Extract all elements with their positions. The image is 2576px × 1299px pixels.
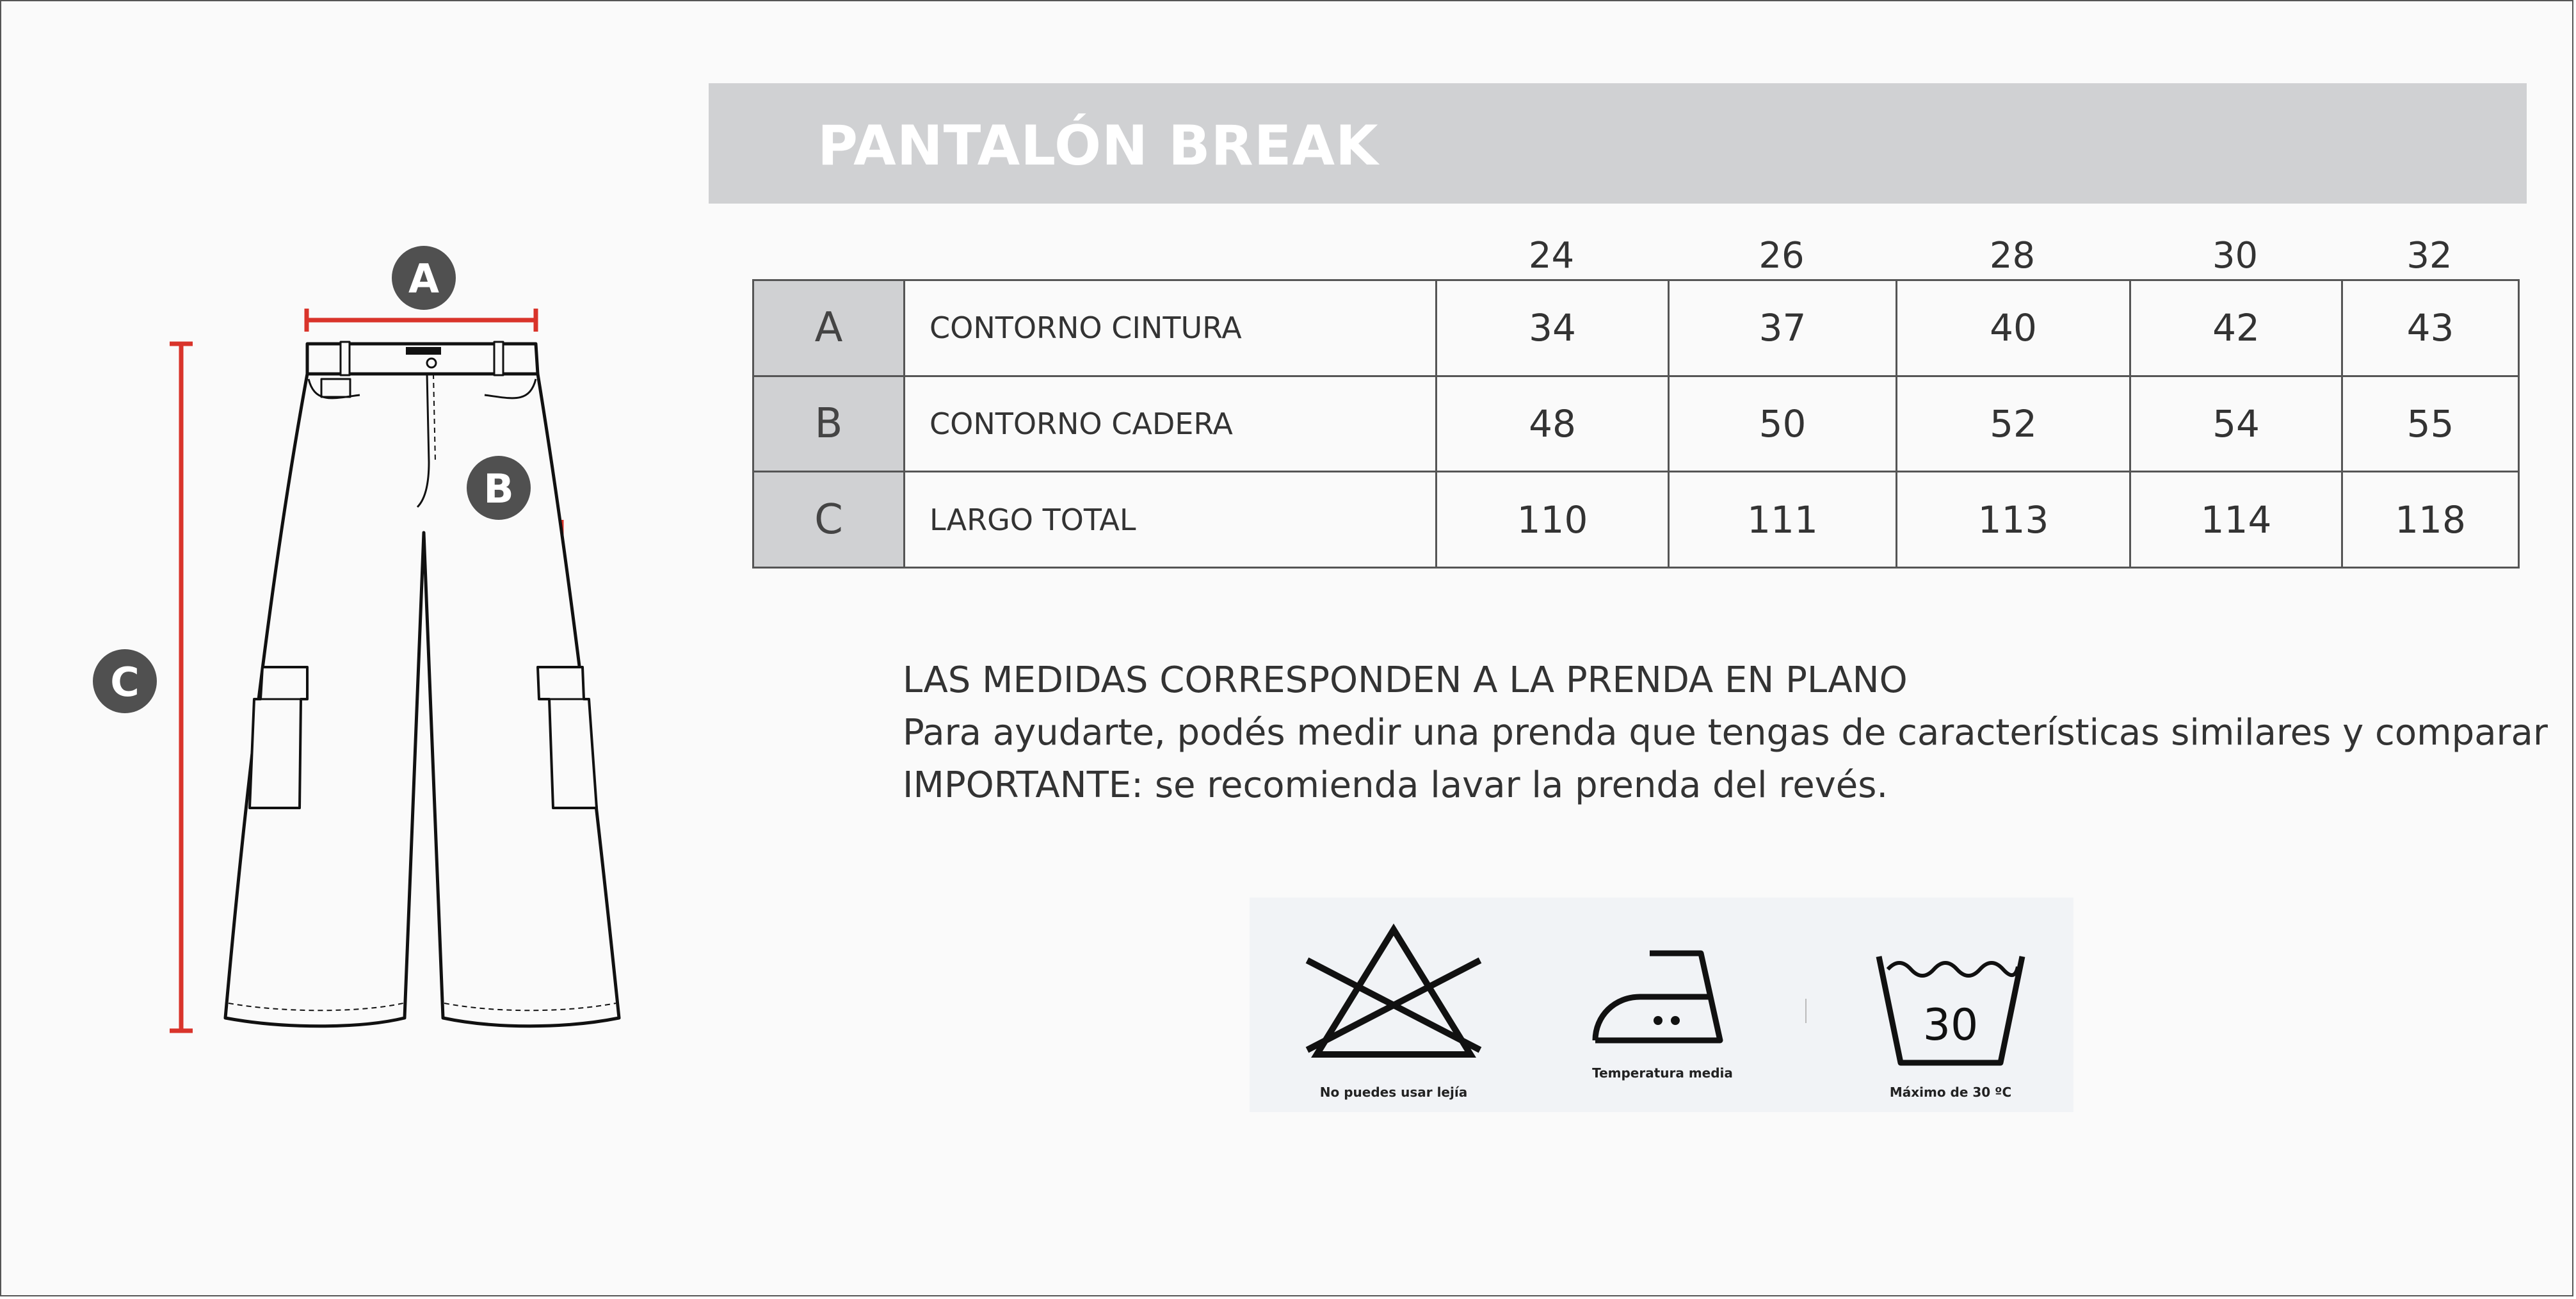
care-symbols — [1250, 898, 2073, 1112]
table-cell: 110 — [1437, 472, 1669, 568]
iron-medium-icon — [1589, 946, 1736, 1048]
symbol-divider — [1805, 999, 1807, 1023]
table-cell: 34 — [1437, 280, 1669, 376]
size-header-28: 28 — [1989, 235, 2036, 277]
table-cell: 114 — [2130, 472, 2342, 568]
page-title: PANTALÓN BREAK — [817, 114, 1379, 178]
row-letter: C — [753, 472, 905, 568]
marker-c-label: C — [110, 659, 140, 706]
table-cell: 43 — [2342, 280, 2519, 376]
wash-30-icon — [1874, 942, 2027, 1067]
table-cell: 40 — [1897, 280, 2130, 376]
size-table — [752, 279, 2520, 569]
table-row — [753, 472, 2519, 568]
marker-b-label: B — [483, 465, 514, 512]
row-letter: A — [753, 280, 905, 376]
measure-line-a — [307, 309, 536, 332]
table-row — [753, 376, 2519, 472]
row-label: LARGO TOTAL — [905, 472, 1437, 568]
table-cell: 118 — [2342, 472, 2519, 568]
table-cell: 37 — [1669, 280, 1897, 376]
marker-a-label: A — [408, 255, 439, 302]
size-header-30: 30 — [2212, 235, 2258, 277]
table-cell: 50 — [1669, 376, 1897, 472]
no-bleach-label: No puedes usar lejía — [1319, 1085, 1468, 1100]
measure-line-c — [170, 344, 193, 1031]
table-cell: 52 — [1897, 376, 2130, 472]
table-cell: 54 — [2130, 376, 2342, 472]
title-band — [709, 83, 2527, 204]
wash-30-number: 30 — [1922, 1000, 1979, 1051]
row-letter: B — [753, 376, 905, 472]
iron-label: Temperatura media — [1592, 1065, 1733, 1081]
wash-label: Máximo de 30 ºC — [1889, 1085, 2012, 1100]
table-cell: 42 — [2130, 280, 2342, 376]
note-compare: Para ayudarte, podés medir una prenda que tengas de características similares y comparar — [903, 712, 2548, 754]
note-wash-inside-out: IMPORTANTE: se recomienda lavar la prenda del revés. — [903, 764, 1888, 806]
marker-c — [93, 649, 157, 713]
marker-b — [467, 456, 531, 520]
note-flat-measure: LAS MEDIDAS CORRESPONDEN A LA PRENDA EN PLANO — [903, 659, 1908, 701]
table-cell: 113 — [1897, 472, 2130, 568]
pants-outline — [225, 342, 619, 1026]
no-bleach-icon — [1301, 923, 1486, 1064]
size-header-26: 26 — [1759, 235, 1805, 277]
pants-diagram — [1, 1, 693, 1298]
table-cell: 111 — [1669, 472, 1897, 568]
row-label: CONTORNO CINTURA — [905, 280, 1437, 376]
size-header-32: 32 — [2406, 235, 2452, 277]
table-cell: 48 — [1437, 376, 1669, 472]
row-label: CONTORNO CADERA — [905, 376, 1437, 472]
table-cell: 55 — [2342, 376, 2519, 472]
marker-a — [392, 246, 456, 310]
size-header-24: 24 — [1528, 235, 1575, 277]
table-row — [753, 280, 2519, 376]
